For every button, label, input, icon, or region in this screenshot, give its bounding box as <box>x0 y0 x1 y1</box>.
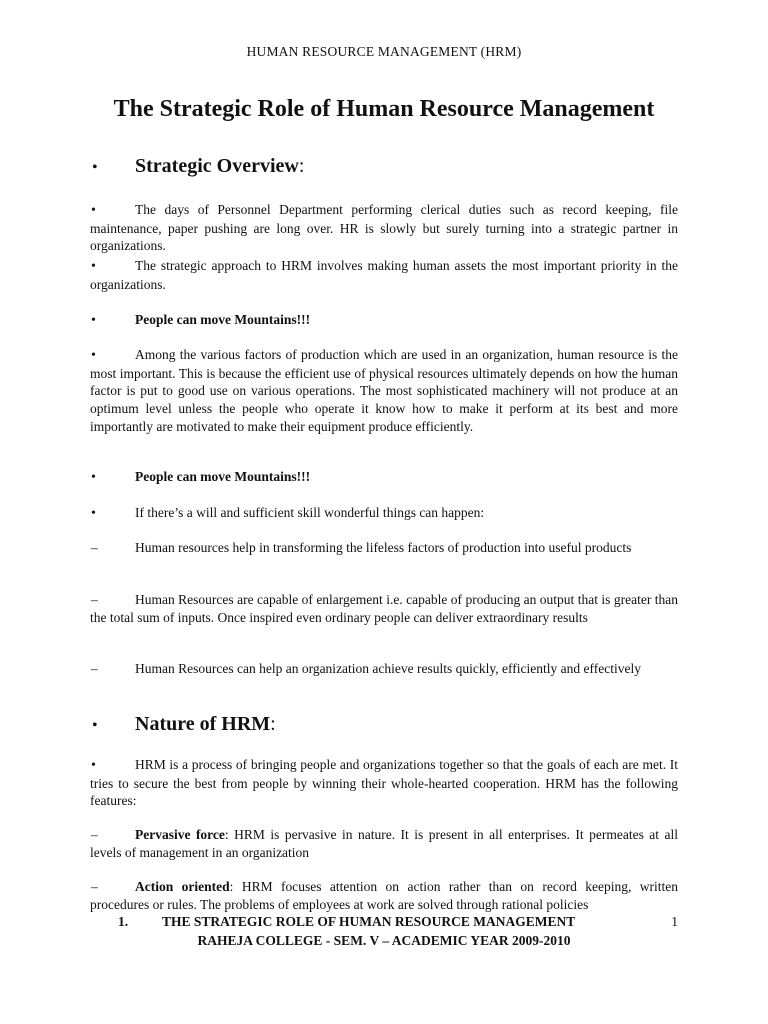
bullet-icon: • <box>92 159 98 176</box>
dash-marker: – <box>91 540 98 555</box>
feature-text: : HRM focuses attention on action rather than on record keeping, written procedures or rules. The problems of employees at work are solved through rational policies <box>90 879 678 912</box>
section-heading-strategic-overview <box>90 155 678 178</box>
feature-label: Pervasive force <box>135 827 225 842</box>
dash-item <box>90 591 678 626</box>
heading-text: Nature of HRM <box>135 713 271 735</box>
heading-colon: : <box>270 713 276 735</box>
bullet-icon: • <box>91 259 96 274</box>
bullet-icon: • <box>91 470 96 485</box>
paragraph-text: The strategic approach to HRM involves making human assets the most important priority in the organizations. <box>90 258 678 292</box>
heading-colon: : <box>298 155 305 177</box>
feature-item <box>90 826 678 861</box>
footer-college: RAHEJA COLLEGE - SEM. V – ACADEMIC YEAR 2009-2010 <box>197 933 571 948</box>
dash-item-text: Human Resources can help an organization achieve results quickly, efficiently and effectively <box>135 661 641 676</box>
footer-chapter-title: THE STRATEGIC ROLE OF HUMAN RESOURCE MANAGEMENT <box>162 914 576 929</box>
bullet-icon: • <box>91 758 96 773</box>
running-head: HUMAN RESOURCE MANAGEMENT (HRM) <box>246 44 522 59</box>
subheading <box>90 468 678 487</box>
dash-item-text: Human resources help in transforming the lifeless factors of production into useful products <box>135 540 632 555</box>
paragraph <box>90 504 678 523</box>
section-heading-nature-of-hrm <box>90 713 678 736</box>
feature-label: Action oriented <box>135 879 230 894</box>
subheading <box>90 311 678 330</box>
dash-marker: – <box>91 661 98 676</box>
dash-item-text: Human Resources are capable of enlargement i.e. capable of producing an output that is greater than the total sum of inputs. Once inspired even ordinary people can deliver extraordinary results <box>90 592 678 625</box>
page-number: 1 <box>671 914 678 929</box>
paragraph <box>90 756 678 810</box>
bullet-icon: • <box>91 203 96 218</box>
dash-marker: – <box>91 592 98 607</box>
heading-text: Strategic Overview <box>135 155 299 177</box>
paragraph <box>90 257 678 293</box>
bullet-icon: • <box>92 717 98 734</box>
subheading-text: People can move Mountains!!! <box>135 469 311 484</box>
feature-text: : HRM is pervasive in nature. It is present in all enterprises. It permeates at all levels of management in an organization <box>90 827 678 860</box>
paragraph-text: The days of Personnel Department performing clerical duties such as record keeping, file maintenance, paper pushing are long over. HR is slowly but surely turning into a strategic partner in organizations. <box>90 202 678 254</box>
dash-item <box>90 539 678 557</box>
paragraph-text: HRM is a process of bringing people and organizations together so that the goals of each are met. It tries to secure the best from people by winning their whole-hearted cooperation. HRM has the following features: <box>90 757 678 809</box>
paragraph <box>90 201 678 255</box>
paragraph-text: Among the various factors of production which are used in an organization, human resource is the most important. This is because the efficient use of physical resources ultimately depends on how the human factor is put to good use on various operations. The most sophisticated machinery will not produce at an optimum level unless the people who operate it know how to make it perform at its best and more importantly are motivated to make their equipment produce efficiently. <box>90 347 678 434</box>
feature-item <box>90 878 678 913</box>
paragraph-text: If there’s a will and sufficient skill wonderful things can happen: <box>135 505 485 520</box>
subheading-text: People can move Mountains!!! <box>135 312 311 327</box>
bullet-icon: • <box>91 506 96 521</box>
dash-marker: – <box>91 879 98 894</box>
footer-chapter-number: 1. <box>118 914 129 929</box>
paragraph <box>90 346 678 436</box>
document-title: The Strategic Role of Human Resource Management <box>113 96 655 122</box>
dash-marker: – <box>91 827 98 842</box>
dash-item <box>90 660 678 678</box>
bullet-icon: • <box>91 313 96 328</box>
bullet-icon: • <box>91 348 96 363</box>
